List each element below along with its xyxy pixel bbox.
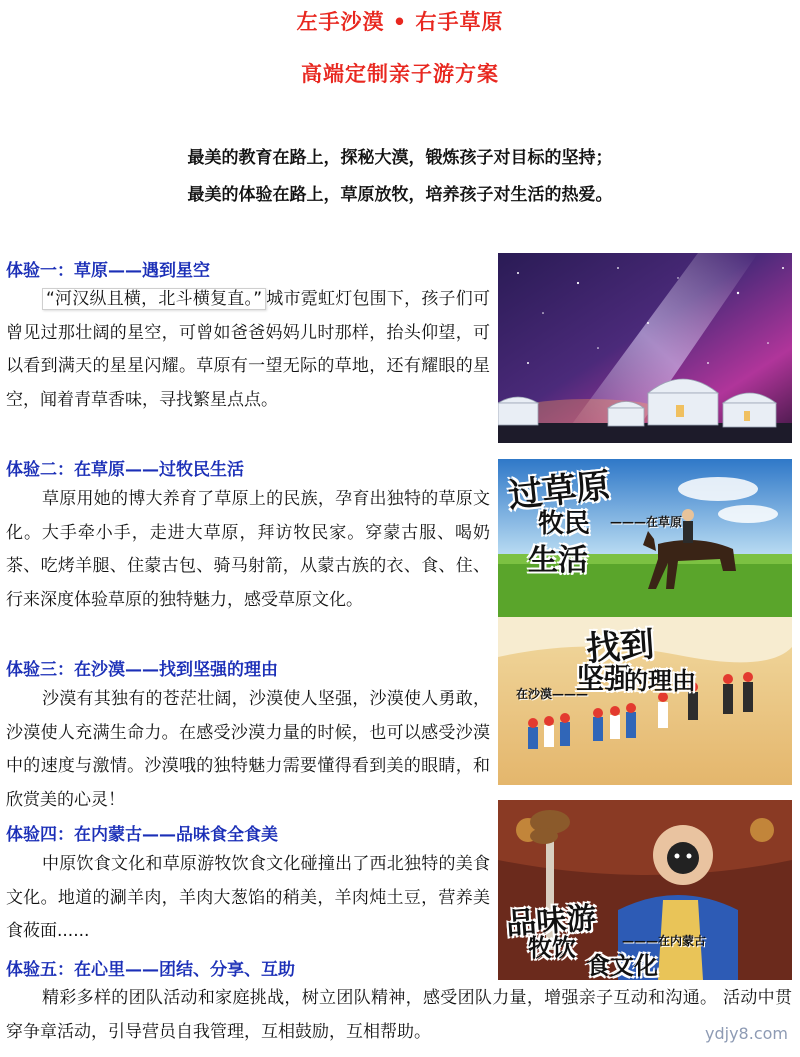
section-heading-1: 体验一：草原——遇到星空 <box>6 261 210 281</box>
photo-caption-tag: ———在草原 <box>610 515 683 529</box>
photo-caption-main: 过草原 <box>506 465 613 517</box>
photo-caption-sub: 牧民 <box>538 509 591 539</box>
page-subtitle: 高端定制亲子游方案 <box>301 62 499 86</box>
section-heading-3: 体验三：在沙漠——找到坚强的理由 <box>6 660 278 680</box>
starry-sky-yurt-photo <box>498 253 792 443</box>
motto-line-2: 最美的体验在路上，草原放牧，培养孩子对生活的热爱。 <box>187 185 613 205</box>
watermark: ydjy8.com <box>705 1024 788 1043</box>
motto-line-1: 最美的教育在路上，探秘大漠，锻炼孩子对目标的坚持； <box>187 148 613 168</box>
section-body-2: 草原用她的博大养育了草原上的民族，孕育出独特的草原文化。大手牵小手，走进大草原，拜访牧民家。穿蒙古服、喝奶茶、吃烤羊腿、住蒙古包、骑马射箭，从蒙古族的衣、食、住、行来深度体验草原的独特魅力，感受草原文化。 <box>6 489 490 610</box>
section-body-4: 中原饮食文化和草原游牧饮食文化碰撞出了西北独特的美食文化。地道的涮羊肉，羊肉大葱馅的稍美，羊肉炖土豆，营养美食莜面...... <box>6 854 490 941</box>
poem-quote: “河汉纵且横，北斗横复直。” <box>42 288 266 310</box>
section-body-5: 精彩多样的团队活动和家庭挑战，树立团队精神，感受团队力量，增强亲子互动和沟通。 活动中贯穿争章活动，引导营员自我管理，互相鼓励，互相帮助。 <box>6 988 792 1042</box>
photo-caption-sub: 的理由 <box>624 667 696 695</box>
photo-caption-tag: ———在内蒙古 <box>622 934 707 948</box>
page-title: 左手沙漠 • 右手草原 <box>296 10 504 34</box>
photo-caption-sub: 食文化 <box>586 952 658 980</box>
grassland-horse-photo <box>498 459 792 617</box>
starry-sky-yurt-icon <box>498 253 792 443</box>
mongolian-food-photo <box>498 800 792 980</box>
photo-caption-sub: 牧饮 <box>528 934 576 962</box>
section-heading-5: 体验五：在心里——团结、分享、互助 <box>6 960 295 980</box>
section-body-1-text: 城市霓虹灯包围下，孩子们可曾见过那壮阔的星空，可曾如爸爸妈妈儿时那样，抬头仰望，可以看到满天的星星闪耀。草原有一望无际的草地，还有耀眼的星空，闻着青草香味，寻找繁星点点。 <box>6 289 490 410</box>
section-heading-4: 体验四：在内蒙古——品味食全食美 <box>6 825 278 845</box>
photo-caption-sub: 生活 <box>528 543 588 578</box>
section-body-3: 沙漠有其独有的苍茫壮阔，沙漠使人坚强，沙漠使人勇敢，沙漠使人充满生命力。在感受沙漠力量的时候，也可以感受沙漠中的速度与激情。沙漠哦的独特魅力需要懂得看到美的眼睛，和欣赏美的心灵！ <box>6 689 490 810</box>
photo-caption-tag: 在沙漠——— <box>516 687 589 701</box>
section-heading-2: 体验二：在草原——过牧民生活 <box>6 460 244 480</box>
photo-caption-main: 找到 <box>584 624 656 670</box>
desert-team-photo <box>498 617 792 785</box>
photo-caption-main: 品味游 <box>505 900 598 943</box>
section-body-1 <box>6 283 490 417</box>
photo-caption-sub: 坚强 <box>576 662 633 695</box>
